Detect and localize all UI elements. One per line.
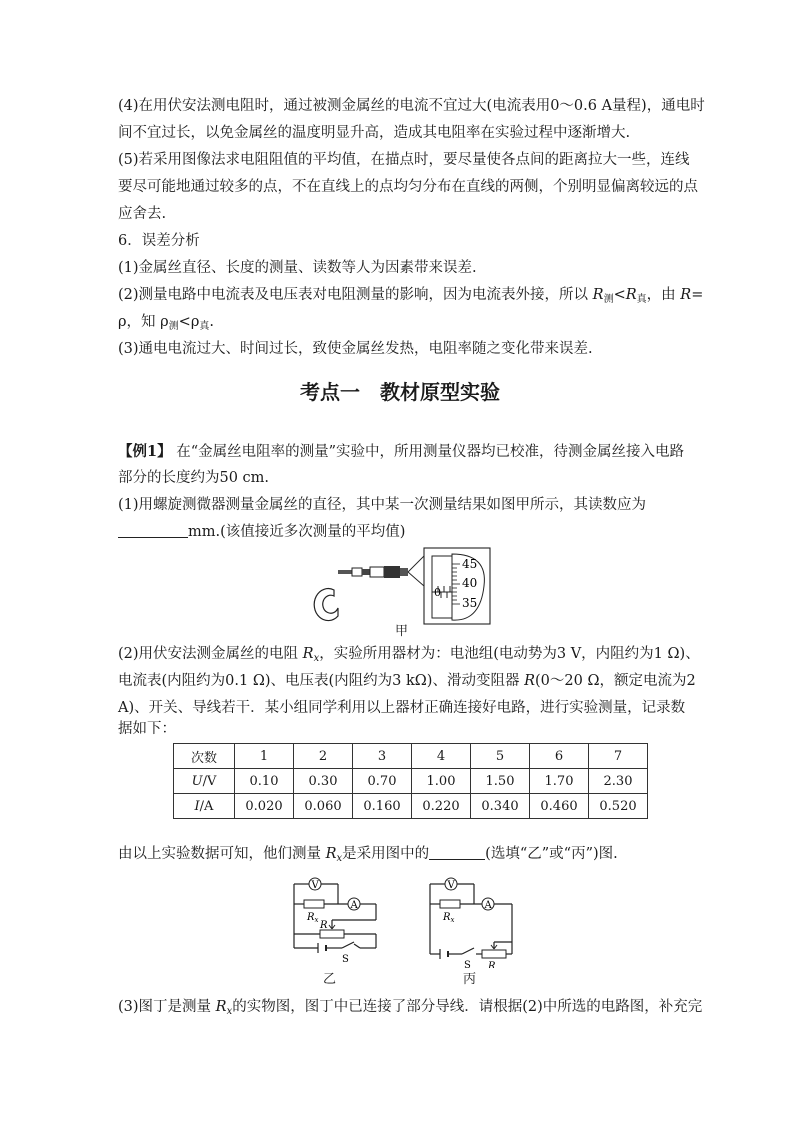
ammeter-label: A — [484, 900, 492, 911]
thimble-label-40: 40 — [462, 576, 478, 590]
q2-after-text-a: 由以上实验数据可知，他们测量 — [118, 846, 326, 862]
table-cell: 6 — [530, 744, 589, 769]
table-cell: 0.30 — [294, 769, 353, 794]
switch-label: S — [464, 960, 471, 968]
rx-subscript: x — [226, 1006, 233, 1017]
rx-subscript: x — [313, 653, 320, 664]
rx-symbol: R — [215, 999, 227, 1015]
circuit-bing-caption: 丙 — [463, 972, 477, 987]
table-cell-label — [174, 794, 235, 819]
question1-line2 — [118, 519, 683, 546]
example-line2: 部分的长度约为50 cm. — [118, 470, 270, 486]
ammeter-label: A — [350, 900, 358, 911]
para4-line1: (4)在用伏安法测电阻时，通过被测金属丝的电流不宜过大(电流表用0～0.6 A量程)，通电时 — [118, 98, 705, 114]
data-table — [173, 743, 648, 819]
u-symbol: U — [191, 773, 203, 789]
rx-letter: R — [443, 912, 451, 923]
q3-text-b: 的实物图，图丁中已连接了部分导线．请根据(2)中所选的电路图，补充完 — [232, 999, 703, 1015]
err2-text-a: (2)测量电路中电流表及电压表对电阻测量的影响，因为电流表外接，所以 — [118, 287, 593, 303]
table-cell: 1.70 — [530, 769, 589, 794]
para4-line2: 间不宜过长，以免金属丝的温度明显升高，造成其电阻率在实验过程中逐渐增大. — [118, 125, 631, 141]
switch-label: S — [342, 954, 349, 965]
sleeve — [370, 567, 384, 577]
para5-line1: (5)若采用图像法求电阻阻值的平均值，在描点时，要尽量使各点间的距离拉大一些，连线 — [118, 152, 690, 168]
rx-sub: x — [450, 916, 455, 924]
circuit-yi-caption: 乙 — [323, 972, 337, 987]
err2-text-c: ρ，知 ρ — [118, 314, 169, 330]
error-item-1: (1)金属丝直径、长度的测量、读数等人为因素带来误差. — [118, 260, 477, 276]
table-cell: 0.10 — [235, 769, 294, 794]
para5-line2: 要尽可能地通过较多的点，不在直线上的点均匀分布在直线的两侧，个别明显偏离较远的点 — [118, 179, 698, 195]
question2-line2 — [118, 668, 696, 695]
r-symbol: R — [592, 287, 604, 303]
rx-letter: R — [307, 912, 315, 923]
less-than: < — [613, 287, 626, 303]
circuit-bing — [418, 872, 528, 968]
u-unit: /V — [202, 773, 217, 789]
spindle — [352, 568, 362, 576]
para5-line3: 应舍去. — [118, 206, 167, 222]
table-cell: 4 — [412, 744, 471, 769]
table-cell: 3 — [353, 744, 412, 769]
table-cell: 0.460 — [530, 794, 589, 819]
section-heading: 考点一 教材原型实验 — [300, 380, 500, 404]
table-cell: 0.520 — [589, 794, 648, 819]
table-cell: 7 — [589, 744, 648, 769]
table-cell: 1 — [235, 744, 294, 769]
q2-text-d: (0～20 Ω，额定电流为2 — [535, 673, 696, 689]
table-row-voltage — [174, 769, 648, 794]
i-symbol: I — [194, 798, 200, 814]
sub-true: 真 — [636, 294, 647, 305]
sub-measured: 测 — [168, 321, 179, 332]
question1-line1: (1)用螺旋测微器测量金属丝的直径，其中某一次测量结果如图甲所示，其读数应为 — [118, 497, 647, 513]
err2-text-b: ，由 — [646, 287, 681, 303]
callout-line-top — [408, 556, 424, 572]
r-symbol: R — [524, 673, 535, 689]
sub-measured: 测 — [603, 294, 614, 305]
q2-after-text-c: (选填“乙”或“丙”)图. — [485, 846, 618, 862]
sleeve-zero: 0 — [434, 586, 441, 599]
frame-c — [314, 589, 338, 621]
rx-subscript: x — [336, 853, 343, 864]
table-row-header — [174, 744, 648, 769]
rx-label — [442, 912, 455, 924]
rx-symbol: R — [302, 646, 314, 662]
thimble-label-35: 35 — [462, 596, 478, 610]
rx-symbol: R — [325, 846, 337, 862]
table-cell: 0.220 — [412, 794, 471, 819]
anvil — [338, 570, 352, 574]
answer-blank-1[interactable] — [118, 521, 188, 538]
q1-unit-text: mm.(该值接近多次测量的平均值) — [188, 524, 406, 540]
rx-label — [306, 912, 319, 924]
table-cell: 0.160 — [353, 794, 412, 819]
table-cell: 次数 — [174, 744, 235, 769]
ratchet — [400, 568, 408, 576]
question2-after-line — [118, 841, 683, 872]
resistor-rx — [304, 900, 324, 908]
table-cell: 0.060 — [294, 794, 353, 819]
table-cell: 2 — [294, 744, 353, 769]
lock — [362, 569, 370, 575]
rx-sub: x — [314, 916, 319, 924]
q3-text-a: (3)图丁是测量 — [118, 999, 216, 1015]
q2-text-a: (2)用伏安法测金属丝的电阻 — [118, 646, 303, 662]
table-cell: 0.340 — [471, 794, 530, 819]
thimble-label-45: 45 — [462, 557, 478, 571]
q2-after-text-b: 是采用图中的 — [342, 846, 430, 862]
err2-text-e: . — [209, 314, 214, 330]
table-cell: 0.020 — [235, 794, 294, 819]
thimble — [384, 566, 400, 578]
question2-line4: 据如下： — [118, 721, 176, 737]
example-line1 — [118, 438, 683, 466]
resistor-rx — [440, 900, 460, 908]
rheostat-label: R — [320, 920, 328, 931]
q2-text-b: ，实验所用器材为：电池组(电动势为3 V，内阻约为1 Ω)、 — [319, 646, 700, 662]
question2-line3: A)、开关、导线若干．某小组同学利用以上器材正确连接好电路，进行实验测量，记录数 — [118, 700, 686, 716]
table-row-current — [174, 794, 648, 819]
rheostat-label: R — [488, 961, 496, 968]
table-cell: 2.30 — [589, 769, 648, 794]
table-cell: 5 — [471, 744, 530, 769]
example-text: 在“金属丝电阻率的测量”实验中，所用测量仪器均已校准，待测金属丝接入电路 — [176, 444, 685, 460]
callout-line-bottom — [408, 572, 424, 586]
err2-text-d: <ρ — [178, 314, 200, 330]
rheostat — [320, 930, 344, 938]
error-item-3: (3)通电电流过大、时间过长，致使金属丝发热，电阻率随之变化带来误差. — [118, 341, 593, 357]
table-cell: 0.70 — [353, 769, 412, 794]
rheostat — [482, 950, 506, 958]
question3-line — [118, 994, 703, 1025]
voltmeter-label: V — [447, 880, 455, 891]
answer-blank-2[interactable] — [429, 843, 485, 860]
circuit-yi — [280, 872, 390, 968]
section6-title: 6．误差分析 — [118, 233, 200, 249]
table-cell-label — [174, 769, 235, 794]
r-symbol: R — [625, 287, 637, 303]
sub-true: 真 — [199, 321, 210, 332]
q2-text-c: 电流表(内阻约为0.1 Ω)、电压表(内阻约为3 kΩ)、滑动变阻器 — [118, 673, 525, 689]
equals: = — [691, 287, 704, 303]
figure-jia-caption: 甲 — [395, 624, 409, 639]
i-unit: /A — [199, 798, 214, 814]
example-tag: 【例1】 — [118, 443, 172, 460]
table-cell: 1.00 — [412, 769, 471, 794]
voltmeter-label: V — [311, 880, 319, 891]
table-cell: 1.50 — [471, 769, 530, 794]
r-symbol: R — [680, 287, 692, 303]
